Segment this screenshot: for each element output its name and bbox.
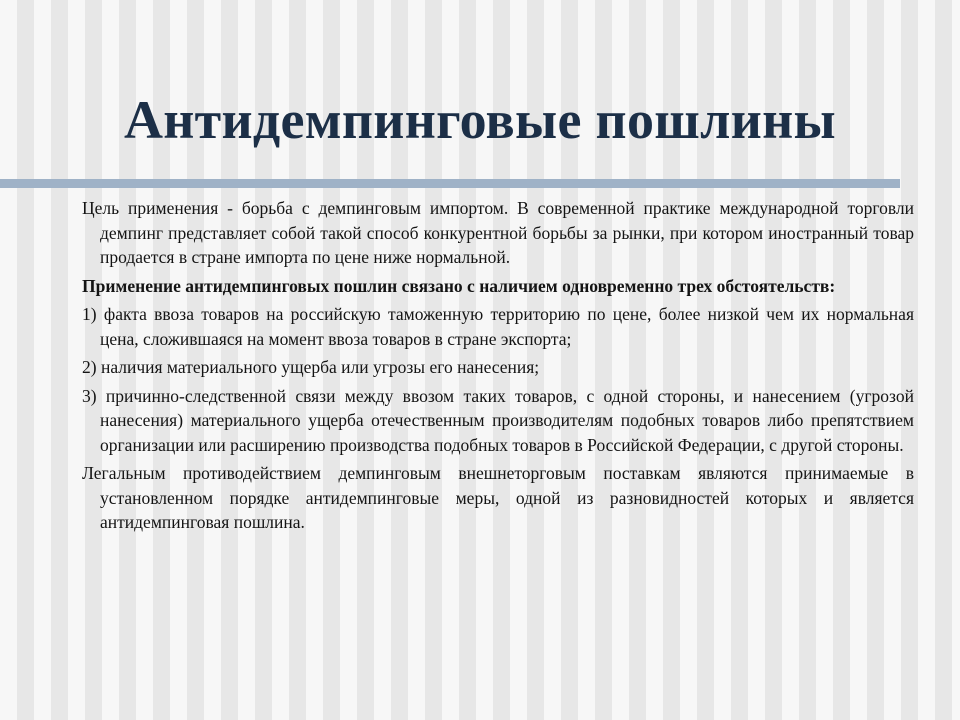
paragraph-purpose: Цель применения - борьба с демпинговым импортом. В современной практике международной торговли демпинг представляет собой такой способ конкурентной борьбы за рынки, при котором иностранный товар продается в стране импорта по цене ниже нормальной. <box>82 198 914 267</box>
list-item-condition-1: 1) факта ввоза товаров на российскую таможенную территорию по цене, более низкой чем их нормальная цена, сложившаяся на момент ввоза товаров в стране экспорта; <box>82 304 914 349</box>
list-item-condition-2: 2) наличия материального ущерба или угрозы его нанесения; <box>82 357 540 377</box>
slide-title: Антидемпинговые пошлины <box>123 90 837 150</box>
paragraph-legal-countermeasures: Легальным противодействием демпинговым внешнеторговым поставкам являются принимаемые в установленном порядке антидемпинговые меры, одной из разновидностей которых и является антидемпинговая пошлина. <box>82 463 914 532</box>
list-item-condition-3: 3) причинно-следственной связи между ввозом таких товаров, с одной стороны, и нанесением (угрозой нанесения) материального ущерба отечественным производителям подобных товаров либо препятствием организации или расширению производства подобных товаров в Российской Федерации, с другой стороны. <box>82 385 914 455</box>
slide-body <box>82 196 914 539</box>
title-underline-bar <box>0 179 900 188</box>
paragraph-conditions-intro: Применение антидемпинговых пошлин связано с наличием одновременно трех обстоятельств: <box>82 275 836 296</box>
